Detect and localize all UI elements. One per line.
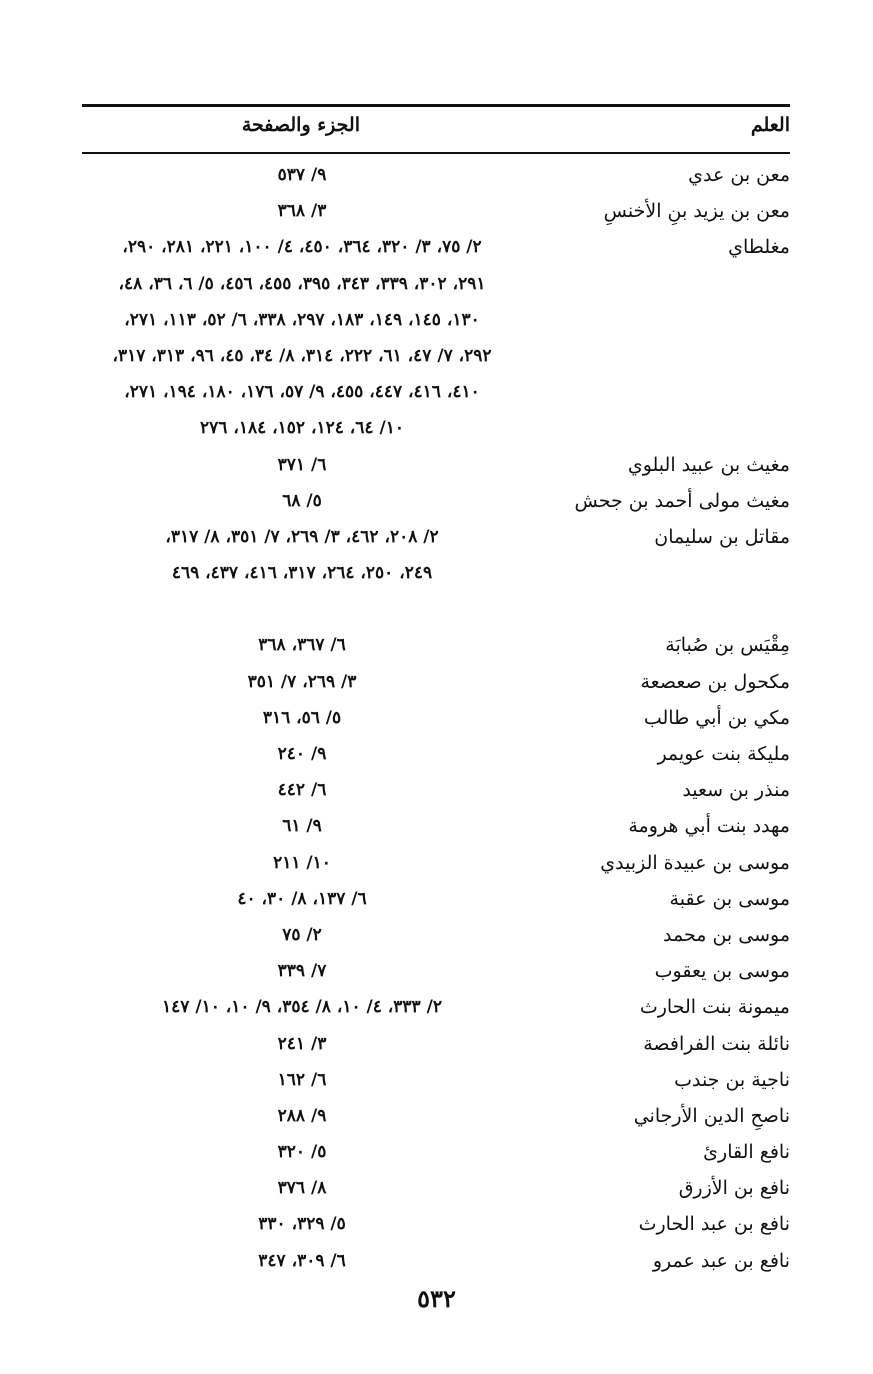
- entry-volume-page: ٢/ ٧٥، ٣/ ٣٢٠، ٣٦٤، ٤٥٠، ٤/ ١٠٠، ٢٢١، ٢٨١، ٢٩٠،: [122, 237, 482, 258]
- entry-name: مليكة بنت عويمر: [657, 743, 790, 765]
- index-entry: [82, 1029, 790, 1065]
- index-entry: [82, 992, 790, 1028]
- entry-name: مهدد بنت أبي هرومة: [628, 815, 790, 838]
- entry-volume-page: ١٠/ ٢١١: [273, 852, 331, 873]
- index-entry: [82, 1101, 790, 1137]
- entry-name: نافع بن عبد الحارث: [638, 1213, 790, 1236]
- index-entry: [82, 1209, 790, 1245]
- index-entry: [82, 558, 790, 594]
- entry-name: مكي بن أبي طالب: [643, 706, 790, 729]
- index-entry: [82, 160, 790, 196]
- entry-name: مغيث بن عبيد البلوي: [627, 453, 790, 476]
- header-rule: [82, 152, 790, 154]
- entry-volume-page: ٦/ ١٦٢: [277, 1069, 327, 1090]
- entry-name: نافع بن عبد عمرو: [652, 1249, 790, 1272]
- entry-name: مغلطاي: [728, 236, 790, 259]
- index-entry: [82, 341, 790, 377]
- index-entry: [82, 848, 790, 884]
- entry-volume-page: ٢/ ٢٠٨، ٤٦٢، ٣/ ٢٦٩، ٧/ ٣٥١، ٨/ ٣١٧،: [165, 526, 439, 547]
- entry-volume-page: ٢/ ٣٣٣، ٤/ ١٠، ٨/ ٣٥٤، ٩/ ١٠، ١٠/ ١٤٧: [162, 997, 442, 1018]
- index-entry: [82, 1246, 790, 1282]
- entry-volume-page: ٢/ ٧٥: [282, 924, 322, 945]
- index-entry: [82, 775, 790, 811]
- entry-volume-page: ٩/ ٢٨٨: [277, 1105, 327, 1126]
- entry-name: ناصحِ الدين الأرجاني: [633, 1104, 790, 1127]
- entry-volume-page: ٢٩١، ٣٠٢، ٣٣٩، ٣٤٣، ٣٩٥، ٤٥٥، ٤٥٦، ٥/ ٦، ٣٦، ٤٨،: [118, 273, 486, 294]
- entry-name: موسى بن عبيدة الزبيدي: [600, 851, 790, 874]
- index-entry: [82, 956, 790, 992]
- entry-volume-page: ٩/ ٦١: [282, 816, 322, 837]
- index-entry: [82, 486, 790, 522]
- table-header: [82, 114, 790, 144]
- index-entry: [82, 450, 790, 486]
- entry-volume-page: ٤١٠، ٤١٦، ٤٤٧، ٤٥٥، ٩/ ٥٧، ١٧٦، ١٨٠، ١٩٤، ٢٧١،: [124, 382, 480, 403]
- entry-name: معن بن عدي: [688, 164, 790, 186]
- entry-volume-page: ٥/ ٣٢٩، ٣٣٠: [258, 1214, 346, 1235]
- entry-volume-page: ٦/ ٣٧١: [277, 454, 327, 475]
- entry-volume-page: ٥/ ٦٨: [282, 490, 322, 511]
- index-entry: [82, 1065, 790, 1101]
- entry-name: نافع القارئ: [703, 1141, 790, 1164]
- index-entry: [82, 739, 790, 775]
- entry-name: معن بن يزيد بنِ الأخنسِ: [603, 200, 790, 223]
- entry-volume-page: ٩/ ٥٣٧: [277, 165, 327, 185]
- entry-volume-page: ٦/ ٤٤٢: [277, 780, 327, 801]
- index-entry: [82, 667, 790, 703]
- entry-volume-page: ٣/ ٢٦٩، ٧/ ٣٥١: [247, 671, 357, 692]
- entry-volume-page: ٣/ ٣٦٨: [277, 201, 327, 222]
- entry-volume-page: ٨/ ٣٧٦: [277, 1178, 327, 1199]
- entry-name: نافع بن الأزرق: [678, 1177, 790, 1200]
- entry-volume-page: ١٠/ ٦٤، ١٢٤، ١٥٢، ١٨٤، ٢٧٦: [200, 418, 404, 439]
- entry-volume-page: ٥/ ٥٦، ٣١٦: [262, 707, 342, 728]
- entry-volume-page: ١٣٠، ١٤٥، ١٤٩، ١٨٣، ٢٩٧، ٣٣٨، ٦/ ٥٢، ١١٣، ٢٧١،: [124, 309, 480, 330]
- entry-name: ناجية بن جندب: [674, 1068, 790, 1091]
- entry-volume-page: ٩/ ٢٤٠: [277, 744, 327, 764]
- entry-name: مكحول بن صعصعة: [640, 670, 790, 693]
- entry-name: منذر بن سعيد: [682, 779, 790, 802]
- entry-name: نائلة بنت الفرافصة: [643, 1032, 790, 1055]
- index-entry: [82, 305, 790, 341]
- index-entry: [82, 703, 790, 739]
- entry-name: موسى بن يعقوب: [654, 960, 790, 983]
- index-entry: [82, 269, 790, 305]
- index-entry: [82, 884, 790, 920]
- entry-volume-page: ٦/ ١٣٧، ٨/ ٣٠، ٤٠: [237, 888, 367, 909]
- index-entry: [82, 1173, 790, 1209]
- index-entry: [82, 232, 790, 268]
- index-entry: [82, 377, 790, 413]
- entry-volume-page: ٢٤٩، ٢٥٠، ٢٦٤، ٣١٧، ٤١٦، ٤٣٧، ٤٦٩: [171, 563, 433, 584]
- column-header-volume-page: الجزء والصفحة: [241, 114, 360, 136]
- entry-name: موسى بن محمد: [663, 923, 790, 946]
- index-entry: [82, 630, 790, 666]
- page-number: ٥٣٢: [417, 1284, 456, 1313]
- entry-name: موسى بن عقبة: [669, 887, 790, 910]
- index-entry: [82, 594, 790, 630]
- index-entry: [82, 196, 790, 232]
- entry-name: مغيث مولى أحمد بن جحش: [574, 489, 790, 512]
- index-entry: [82, 920, 790, 956]
- index-entry: [82, 1137, 790, 1173]
- entry-volume-page: ٧/ ٣٣٩: [277, 961, 327, 982]
- entry-volume-page: ٦/ ٣٠٩، ٣٤٧: [258, 1250, 346, 1271]
- entry-name: مِقْيَس بن صُبابَة: [665, 634, 790, 657]
- entry-name: ميمونة بنت الحارث: [639, 996, 790, 1019]
- entry-volume-page: ٣/ ٢٤١: [277, 1033, 327, 1054]
- entry-name: مقاتل بن سليمان: [654, 525, 790, 548]
- index-entry: [82, 522, 790, 558]
- index-list: [82, 160, 790, 1282]
- top-rule: [82, 104, 790, 107]
- index-entry: [82, 811, 790, 847]
- index-entry: [82, 413, 790, 449]
- column-header-name: العلم: [750, 114, 790, 136]
- entry-volume-page: ٢٩٢، ٧/ ٤٧، ٦١، ٢٢٢، ٣١٤، ٨/ ٣٤، ٤٥، ٩٦، ٣١٣، ٣١٧،: [112, 345, 492, 366]
- entry-volume-page: ٥/ ٣٢٠: [277, 1142, 327, 1163]
- entry-volume-page: ٦/ ٣٦٧، ٣٦٨: [258, 635, 346, 656]
